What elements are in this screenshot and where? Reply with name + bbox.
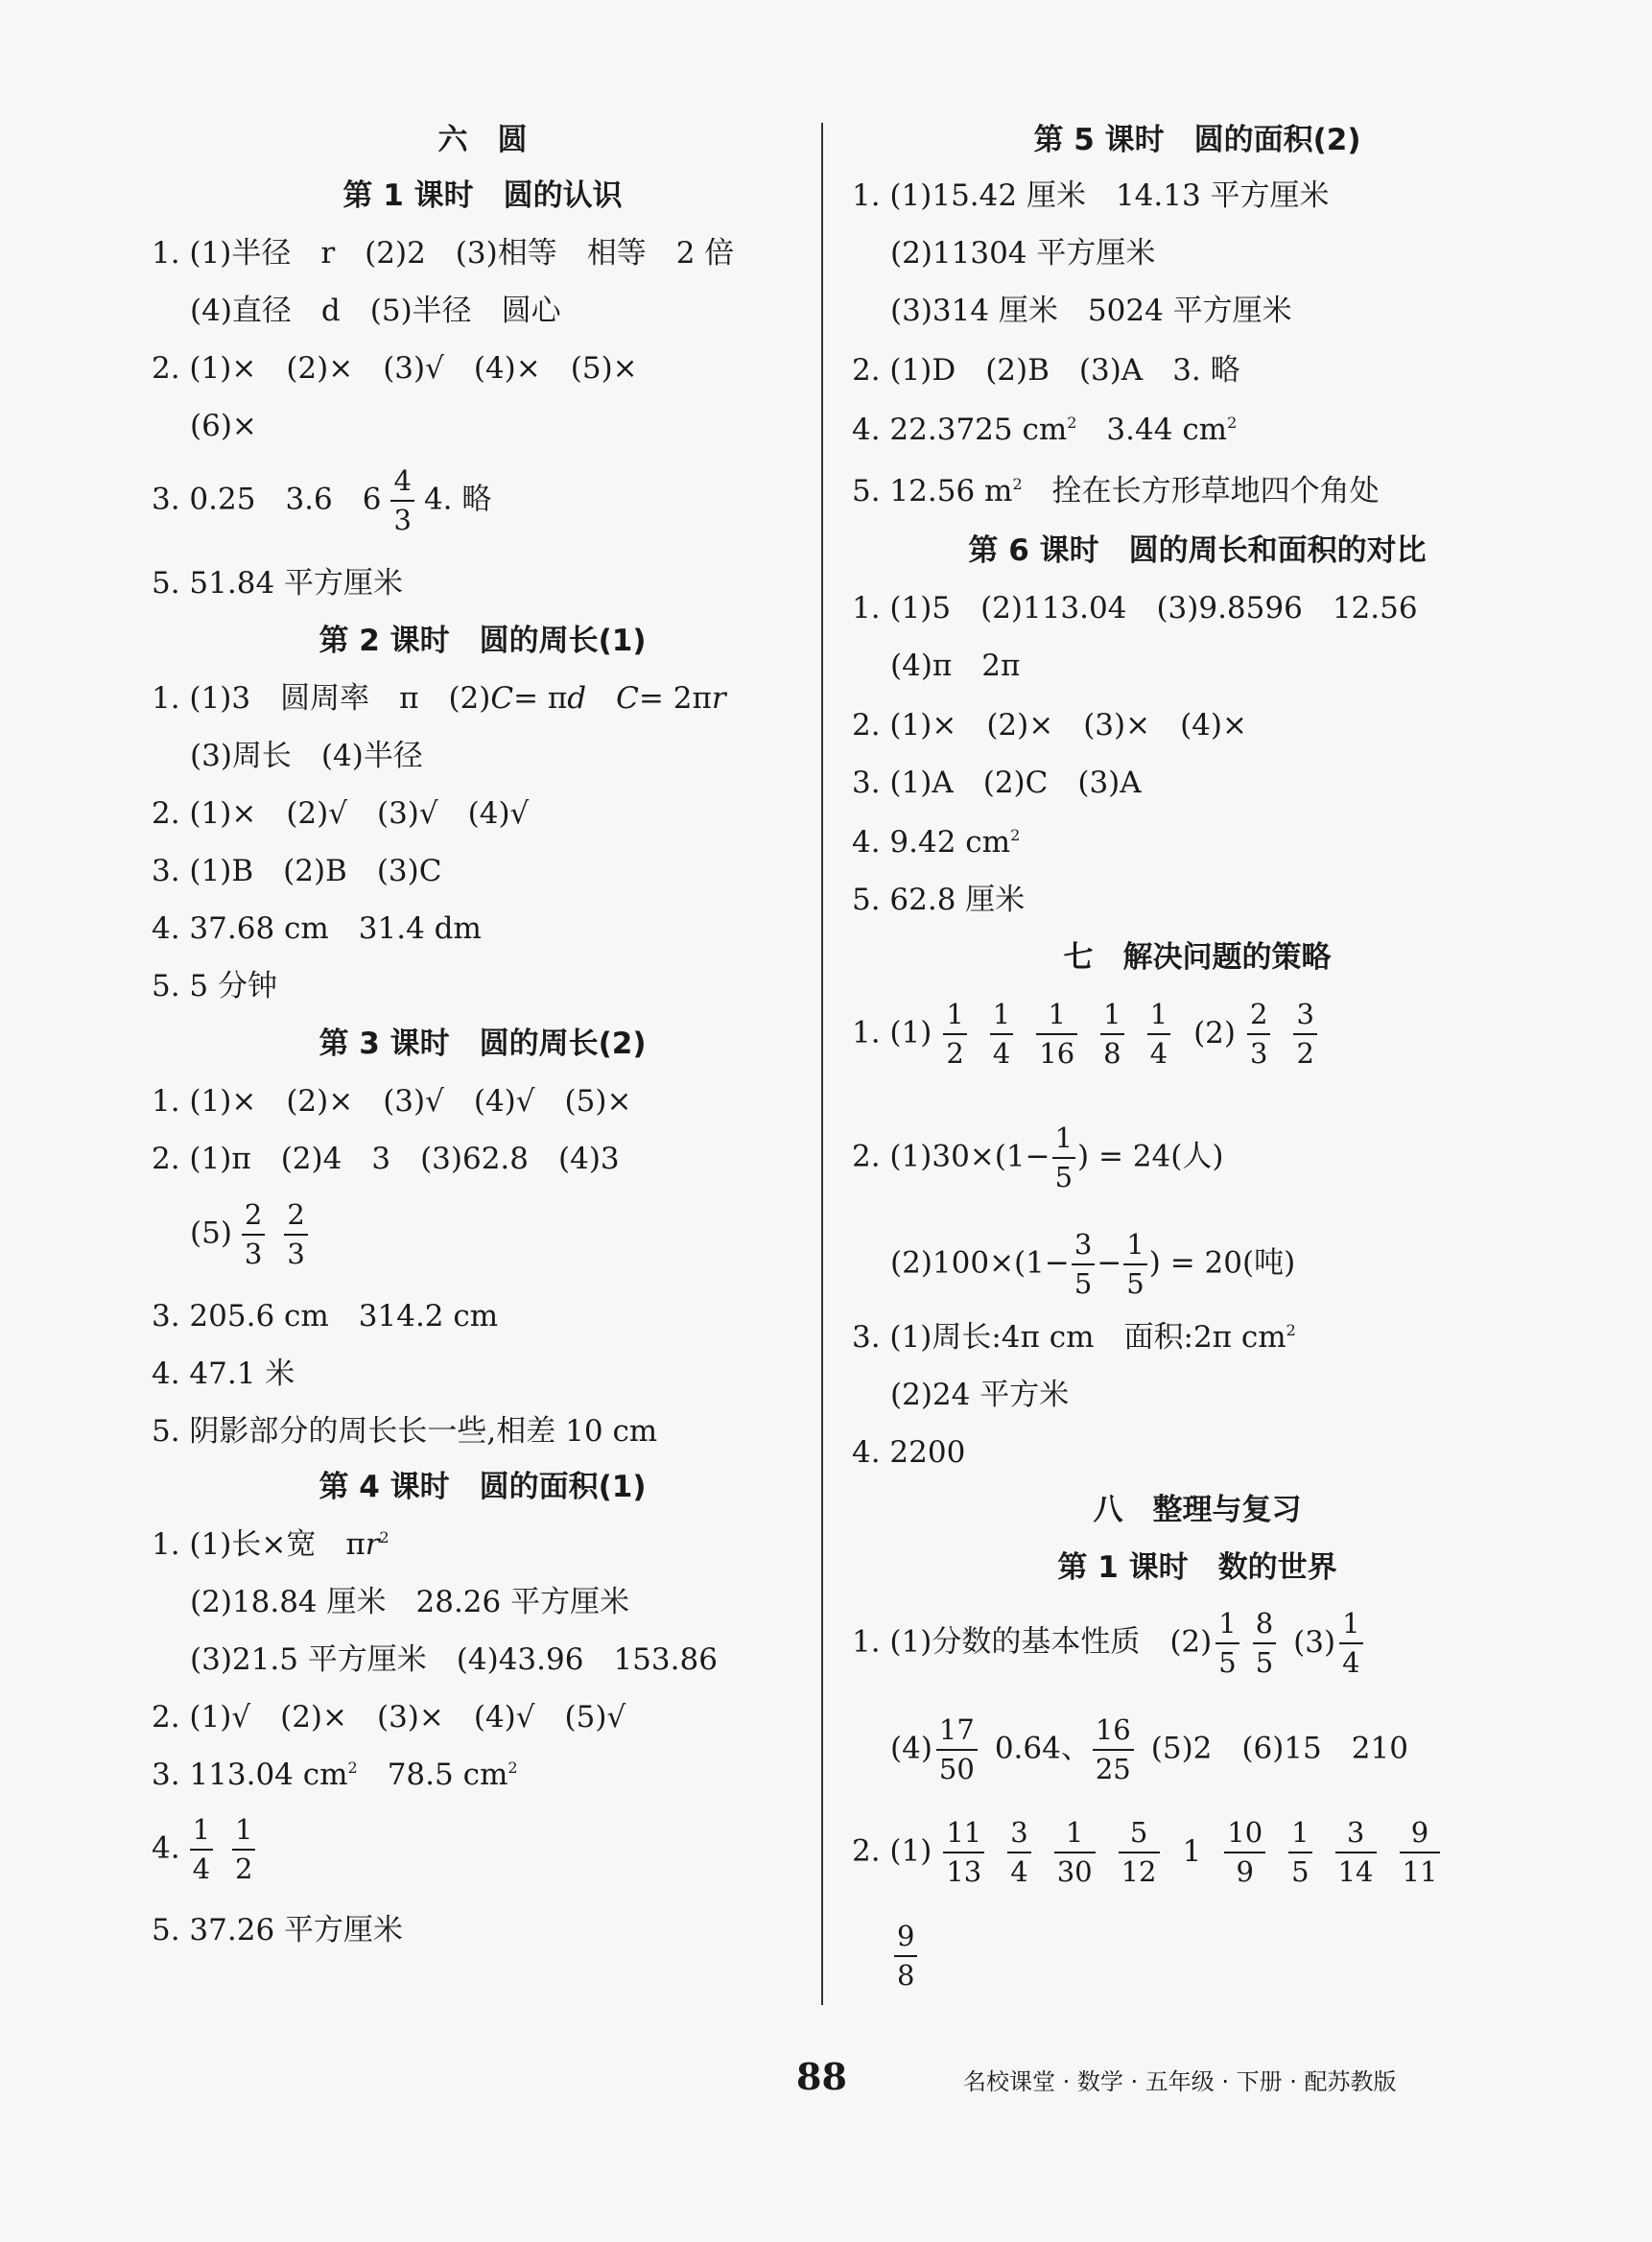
column-divider	[821, 123, 823, 2005]
lesson-2-heading: 第 2 课时 圆的周长(1)	[319, 624, 647, 658]
answer-line: (6)×	[190, 409, 257, 443]
answer-line: (5) $\frac{2}{3}$ $\frac{2}{3}$	[190, 1201, 318, 1268]
answer-line: 1. (1)15.42 厘米 14.13 平方厘米	[852, 178, 1330, 213]
fraction: $\frac{3}{5}$	[1072, 1231, 1095, 1298]
lesson-5-heading: 第 5 课时 圆的面积(2)	[1033, 123, 1361, 157]
answer-line: 5. 62.8 厘米	[852, 883, 1026, 917]
answer-line: 2. (1) $\frac{11}{13}$ $\frac{3}{4}$ $\frac{1}{30}$ $\frac{5}{12}$ 1 $\frac{10}{9}$ $\frac{1}{5}$ $\frac{3}{14}$ $\frac{9}{11}$	[852, 1819, 1451, 1886]
answer-line: 5. 5 分钟	[152, 969, 278, 1003]
fraction: $\frac{2}{3}$	[284, 1201, 307, 1268]
fraction: $\frac{1}{16}$	[1036, 1001, 1077, 1068]
answer-line: (2)100×(1− $\frac{3}{5}$ − $\frac{1}{5}$ ) = 20(吨)	[890, 1228, 1296, 1300]
answer-line: 5. 37.26 平方厘米	[152, 1913, 404, 1947]
answer-line: 1. (1) $\frac{1}{2}$ $\frac{1}{4}$ $\frac{1}{16}$ $\frac{1}{8}$ $\frac{1}{4}$ (2) $\frac{2}{3}$ $\frac{3}{2}$	[852, 1001, 1329, 1068]
fraction: $\frac{2}{3}$	[1247, 1001, 1270, 1068]
fraction: $\frac{3}{4}$	[1007, 1819, 1030, 1886]
fraction: $\frac{1}{5}$	[1288, 1819, 1311, 1886]
answer-line: (3)周长 (4)半径	[190, 739, 423, 773]
fraction: $\frac{1}{5}$	[1123, 1231, 1146, 1298]
lesson-6-heading: 第 6 课时 圆的周长和面积的对比	[968, 533, 1427, 568]
answer-line: 2. (1)D (2)B (3)A 3. 略	[852, 353, 1240, 388]
answer-line: (4)π 2π	[890, 649, 1021, 683]
answer-line: (4)直径 d (5)半径 圆心	[190, 294, 561, 328]
fraction: $\frac{11}{13}$	[943, 1819, 984, 1886]
answer-line: (4) $\frac{17}{50}$ 0.64、 $\frac{16}{25}$ (5)2 (6)15 210	[890, 1713, 1408, 1785]
answer-line: 1. (1)3 圆周率 π (2)C= πd C= 2πr	[152, 681, 726, 716]
answer-line	[890, 1920, 921, 1992]
answer-line: 2. (1)× (2)× (3)× (4)×	[852, 708, 1247, 743]
fraction: $\frac{1}{8}$	[1100, 1001, 1123, 1068]
lesson-3-heading: 第 3 课时 圆的周长(2)	[319, 1027, 647, 1061]
answer-line: (2)11304 平方厘米	[890, 236, 1156, 271]
answer-line: 5. 51.84 平方厘米	[152, 566, 404, 601]
answer-line: 1. (1)分数的基本性质 (2) $\frac{1}{5}$ $\frac{8}{5}$ (3) $\frac{1}{4}$	[852, 1610, 1367, 1677]
fraction: $\frac{9}{11}$	[1400, 1819, 1441, 1886]
answer-line: 2. (1)× (2)× (3)√ (4)× (5)×	[152, 351, 638, 386]
fraction: $\frac{1}{4}$	[1339, 1610, 1362, 1677]
answer-line: 2. (1)30×(1− $\frac{1}{5}$ ) = 24(人)	[852, 1121, 1224, 1193]
fraction: $\frac{8}{5}$	[1253, 1610, 1276, 1677]
answer-line: 3. (1)周长:4π cm 面积:2π $cm^2$	[852, 1320, 1296, 1355]
fraction: $\frac{4}{3}$	[390, 467, 413, 534]
answer-line: 4. 22.3725 $cm^2$ 3.44 $cm^2$	[852, 413, 1238, 447]
answer-line: 4. 47.1 米	[152, 1357, 295, 1391]
answer-line: 4. 37.68 cm 31.4 dm	[152, 911, 482, 946]
answer-line: (3)21.5 平方厘米 (4)43.96 153.86	[190, 1642, 718, 1677]
book-series-label: 名校课堂 · 数学 · 五年级 · 下册 · 配苏教版	[963, 2068, 1397, 2095]
answer-line: (2)24 平方米	[890, 1378, 1070, 1412]
fraction: $\frac{1}{2}$	[943, 1001, 966, 1068]
answer-line: 3. (1)B (2)B (3)C	[152, 854, 442, 888]
fraction: $\frac{3}{14}$	[1335, 1819, 1377, 1886]
answer-line: (2)18.84 厘米 28.26 平方厘米	[190, 1585, 630, 1619]
answer-line: 4. $\frac{1}{4}$ $\frac{1}{2}$	[152, 1816, 265, 1883]
answer-line: 4. 9.42 $cm^2$	[852, 825, 1021, 860]
answer-line: 3. 113.04 $cm^2$ 78.5 $cm^2$	[152, 1758, 518, 1792]
answer-line: 3. (1)A (2)C (3)A	[852, 766, 1142, 800]
lesson-4-heading: 第 4 课时 圆的面积(1)	[319, 1470, 647, 1504]
answer-line: 1. (1)半径 r (2)2 (3)相等 相等 2 倍	[152, 236, 735, 271]
answer-line: (3)314 厘米 5024 平方厘米	[890, 294, 1292, 328]
fraction: $\frac{5}{12}$	[1119, 1819, 1160, 1886]
fraction: $\frac{16}{25}$	[1093, 1716, 1134, 1783]
fraction: $\frac{2}{3}$	[242, 1201, 265, 1268]
unit-8-lesson-1-heading: 第 1 课时 数的世界	[1057, 1550, 1337, 1585]
fraction: $\frac{17}{50}$	[936, 1716, 978, 1783]
answer-line: 3. 205.6 cm 314.2 cm	[152, 1299, 499, 1333]
fraction: $\frac{1}{30}$	[1054, 1819, 1096, 1886]
answer-line: 1. (1)5 (2)113.04 (3)9.8596 12.56	[852, 591, 1418, 625]
fraction: $\frac{1}{4}$	[990, 1001, 1013, 1068]
lesson-1-heading: 第 1 课时 圆的认识	[342, 178, 623, 213]
fraction: $\frac{1}{5}$	[1215, 1610, 1239, 1677]
fraction: $\frac{3}{2}$	[1293, 1001, 1316, 1068]
unit-6-heading: 六 圆	[437, 123, 528, 157]
answer-line: 3. 0.25 3.6 6 $\frac{4}{3}$ 4. 略	[152, 464, 492, 536]
fraction: $\frac{1}{4}$	[1147, 1001, 1170, 1068]
fraction: $\frac{1}{5}$	[1052, 1124, 1075, 1192]
fraction: $\frac{10}{9}$	[1224, 1819, 1265, 1886]
answer-line: 1. (1)× (2)× (3)√ (4)√ (5)×	[152, 1084, 632, 1119]
answer-line: 5. 12.56 $m^2$ 拴在长方形草地四个角处	[852, 474, 1380, 508]
fraction: $\frac{9}{8}$	[894, 1923, 917, 1990]
answer-line: 4. 2200	[852, 1435, 966, 1470]
answer-line: 5. 阴影部分的周长长一些,相差 10 cm	[152, 1414, 658, 1449]
fraction: $\frac{1}{2}$	[232, 1816, 255, 1883]
answer-line: 2. (1)π (2)4 3 (3)62.8 (4)3	[152, 1142, 620, 1176]
unit-8-heading: 八 整理与复习	[1093, 1493, 1302, 1527]
page-number: 88	[796, 2055, 847, 2098]
answer-line: 1. (1)长×宽 $\pi r^2$	[152, 1527, 389, 1562]
answer-line: 2. (1)× (2)√ (3)√ (4)√	[152, 796, 530, 831]
answer-line: 2. (1)√ (2)× (3)× (4)√ (5)√	[152, 1700, 626, 1735]
unit-7-heading: 七 解决问题的策略	[1063, 940, 1332, 975]
fraction: $\frac{1}{4}$	[190, 1816, 213, 1883]
